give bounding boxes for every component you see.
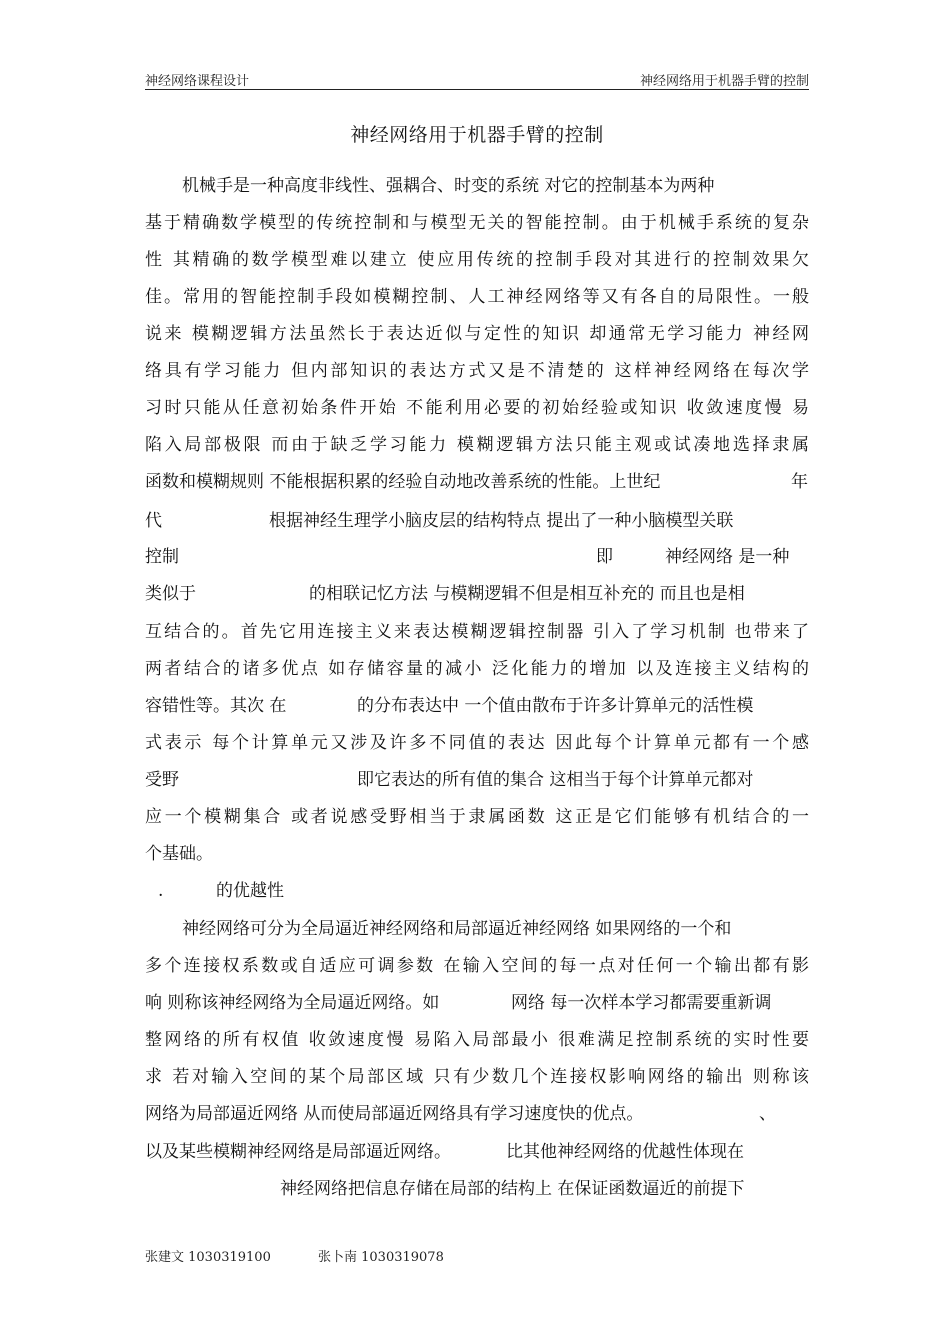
p1-line-13: 互结合的。首先它用连接主义来表达模糊逻辑控制器 引入了学习机制 也带来了 bbox=[145, 622, 809, 642]
p1-line-18: 应一个模糊集合 或者说感受野相当于隶属函数 这正是它们能够有机结合的一 bbox=[145, 807, 809, 827]
p1-line-5: 说来 模糊逻辑方法虽然长于表达近似与定性的知识 却通常无学习能力 神经网 bbox=[145, 324, 809, 344]
p1-line-15: 容错性等。其次 在 的分布表达中 一个值由散布于许多计算单元的活性模 bbox=[145, 696, 754, 716]
document-title: 神经网络用于机器手臂的控制 bbox=[350, 124, 604, 146]
p1-line-6: 络具有学习能力 但内部知识的表达方式又是不清楚的 这样神经网络在每次学 bbox=[145, 361, 809, 381]
p1-line-2: 基于精确数学模型的传统控制和与模型无关的智能控制。由于机械手系统的复杂 bbox=[145, 213, 809, 233]
section-heading bbox=[145, 877, 809, 905]
footer-author-2: 张卜南 1030319078 bbox=[318, 1250, 444, 1265]
p1-line-4: 佳。常用的智能控制手段如模糊控制、人工神经网络等又有各自的局限性。一般 bbox=[145, 287, 809, 307]
p2-line-5: 求 若对输入空间的某个局部区域 只有少数几个连接权影响网络的输出 则称该 bbox=[145, 1067, 809, 1087]
p2-line-1: 神经网络可分为全局逼近神经网络和局部逼近神经网络 如果网络的一个和 bbox=[182, 919, 732, 939]
p1-line-8: 陷入局部极限 而由于缺乏学习能力 模糊逻辑方法只能主观或试凑地选择隶属 bbox=[145, 435, 809, 455]
p1-line-3: 性 其精确的数学模型难以建立 使应用传统的控制手段对其进行的控制效果欠 bbox=[145, 250, 809, 270]
p2-line-7: 以及某些模糊神经网络是局部逼近网络。 比其他神经网络的优越性体现在 bbox=[145, 1142, 744, 1162]
p2-line-4: 整网络的所有权值 收敛速度慢 易陷入局部最小 很难满足控制系统的实时性要 bbox=[145, 1030, 809, 1050]
p1-line-1: 机械手是一种高度非线性、强耦合、时变的系统 对它的控制基本为两种 bbox=[182, 176, 715, 196]
p1-line-9: 函数和模糊规则 不能根据积累的经验自动地改善系统的性能。上世纪 年 bbox=[145, 472, 808, 492]
header-doc-title: 神经网络用于机器手臂的控制 bbox=[639, 74, 809, 89]
p1-line-11: 控制 即 神经网络 是一种 bbox=[145, 547, 790, 567]
p1-line-16: 式表示 每个计算单元又涉及许多不同值的表达 因此每个计算单元都有一个感 bbox=[145, 733, 809, 753]
p1-line-19: 个基础。 bbox=[145, 844, 213, 864]
p1-line-17: 受野 即它表达的所有值的集合 这相当于每个计算单元都对 bbox=[145, 770, 754, 790]
p1-line-14: 两者结合的诸多优点 如存储容量的减小 泛化能力的增加 以及连接主义结构的 bbox=[145, 659, 809, 679]
section-title: 的优越性 bbox=[216, 881, 284, 901]
p2-line-2: 多个连接权系数或自适应可调参数 在输入空间的每一点对任何一个输出都有影 bbox=[145, 956, 809, 976]
p2-line-3: 响 则称该神经网络为全局逼近网络。如 网络 每一次样本学习都需要重新调 bbox=[145, 993, 772, 1013]
p2-line-8: 神经网络把信息存储在局部的结构上 在保证函数逼近的前提下 bbox=[280, 1179, 745, 1199]
p1-line-12: 类似于 的相联记忆方法 与模糊逻辑不但是相互补充的 而且也是相 bbox=[145, 584, 745, 604]
p2-line-6: 网络为局部逼近网络 从而使局部逼近网络具有学习速度快的优点。 、 bbox=[145, 1104, 776, 1124]
p1-line-7: 习时只能从任意初始条件开始 不能利用必要的初始经验或知识 收敛速度慢 易 bbox=[145, 398, 809, 418]
p1-line-10: 代 根据神经生理学小脑皮层的结构特点 提出了一种小脑模型关联 bbox=[145, 511, 734, 531]
section-number: . bbox=[158, 881, 164, 901]
header-course-title: 神经网络课程设计 bbox=[145, 74, 250, 89]
footer-author-1: 张建文 1030319100 bbox=[145, 1250, 271, 1265]
header-divider bbox=[145, 89, 809, 90]
